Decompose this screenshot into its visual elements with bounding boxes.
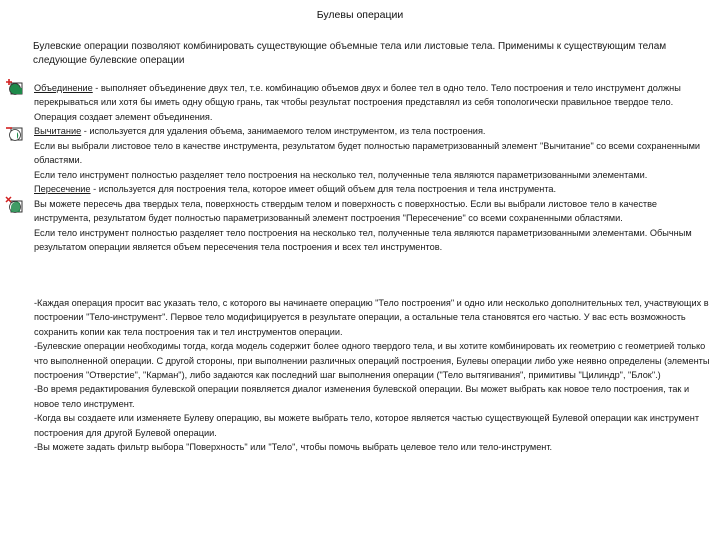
union-term: Объединение xyxy=(34,83,93,93)
subtract-term: Вычитание xyxy=(34,126,82,137)
boolean-subtract-icon xyxy=(5,124,25,144)
note-paragraph: -Вы можете задать фильтр выбора "Поверхность" или "Тело", чтобы помочь выбрать целевое тело или тело-инструмент. xyxy=(34,442,553,453)
note-paragraph: -Булевские операции необходимы тогда, когда модель содержит более одного твердого тела, и вы хотите комбинировать их геометрию с геометрией только что выполненной операции. С другой стороны, при выполнении различных операций построения, Булевы операции либо уже неявно определены (элементы построения "Отверстие", "Карман"), либо задаются как последний шаг выполнения операции ("Тело вытягивания", примитивы "Цилиндр", "Блок".) xyxy=(34,341,710,381)
subtract-description: - используется для удаления объема, занимаемого телом инструментом, из тела построения. xyxy=(81,126,486,137)
page-title: Булевы операции xyxy=(316,9,404,21)
note-paragraph: -Каждая операция просит вас указать тело, с которого вы начинаете операцию "Тело построения" и одно или несколько дополнительных тел, участвующих в построении "Тело-инструмент". Первое тело модифицируется в результате операции, а остальные тела становятся его частью. У вас есть возможность сохранить копии как тела построения так и тел инструментов операции. xyxy=(34,298,709,337)
intro-paragraph: Булевские операции позволяют комбинировать существующие объемные тела или листовые тела. Применимы к существующим телам следующие булевские операции xyxy=(33,41,667,66)
note-paragraph: -Когда вы создаете или изменяете Булеву операцию, вы можете выбрать тело, которое является частью существующей Булевой операции как инструмент построения для другой Булевой операции. xyxy=(34,413,700,438)
intersect-description: - используется для построения тела, которое имеет общий объем для тела построения и тела инструмента. xyxy=(90,184,557,195)
intersect-surface-note: Вы можете пересечь два твердых тела, поверхность ствердым телом и поверхность с поверхностью. Если вы выбрали листовое тело в качестве инструмента, результатом будет полностью параметризованный элемент построения "Пересечение" со всеми сохраненными областями. xyxy=(34,198,658,224)
subtract-split-note: Если тело инструмент полностью разделяет тело построения на несколько тел, полученные тела являются параметризованными элементами. xyxy=(34,169,648,180)
operations-section xyxy=(34,81,710,254)
notes-section xyxy=(34,296,710,454)
subtract-paragraph xyxy=(34,124,710,138)
intersect-split-note: Если тело инструмент полностью разделяет тело построения на несколько тел, полученные тела являются параметризованными элементами. Обычным результатом операции является объем пересечения тела построения и всех тел инструментов. xyxy=(34,227,692,252)
intersect-term: Пересечение xyxy=(34,184,91,195)
subtract-sheet-body-note: Если вы выбрали листовое тело в качестве инструмента, результатом будет полностью параметризованный элемент "Вычитание" со всеми сохраненными областями. xyxy=(34,140,701,166)
intersect-paragraph xyxy=(34,182,710,196)
union-paragraph xyxy=(34,81,710,124)
boolean-union-icon xyxy=(5,78,25,98)
note-paragraph: -Во время редактирования булевской операции появляется диалог изменения булевской операции. Вы может выбрать как новое тело построения, так и новое тело инструмент. xyxy=(34,384,690,409)
union-description: - выполняет объединение двух тел, т.е. комбинацию объемов двух и более тел в одно тело. Тело построения и тело инструмент должны перекрываться или хотя бы иметь одну общую грань, так чтобы результат построения представлял из себя топологически правильное твердое тело. Операция создает элемент объединения. xyxy=(34,83,681,122)
boolean-intersect-icon xyxy=(5,196,25,216)
